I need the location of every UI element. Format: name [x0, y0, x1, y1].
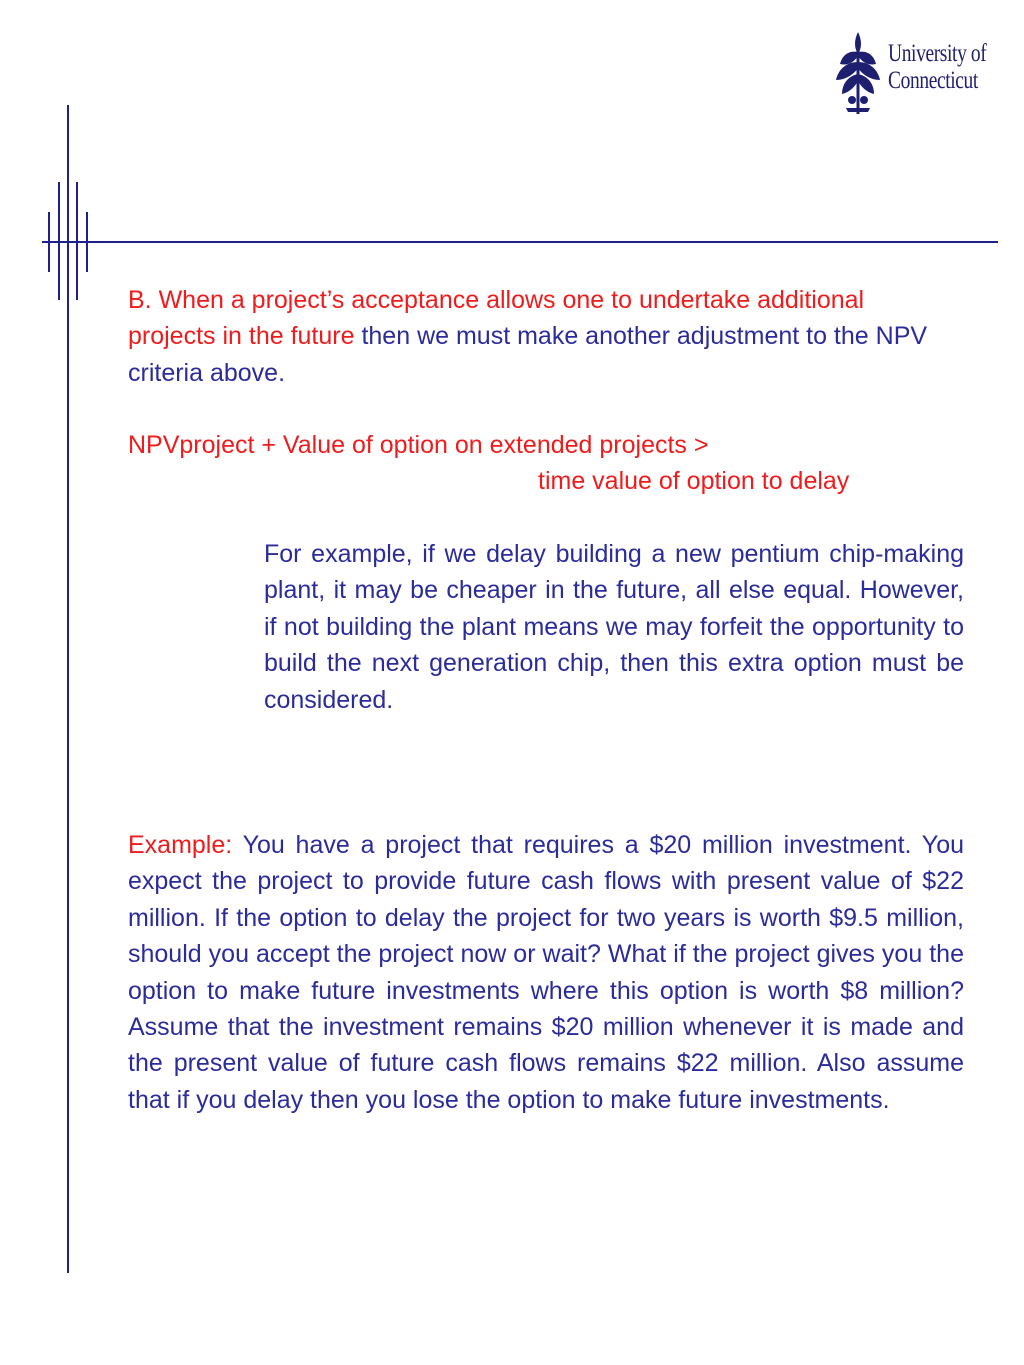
section-b-paragraph: [128, 282, 948, 391]
example-label: Example:: [128, 831, 233, 859]
logo-line-1: University of: [888, 40, 987, 67]
grid-accent-line-4: [86, 212, 88, 272]
oak-leaf-emblem-icon: [832, 28, 884, 118]
university-logo: [832, 28, 1002, 120]
npv-rule-left: NPVproject + Value of option on extended projects >: [128, 431, 709, 459]
main-vertical-rule: [67, 105, 69, 1273]
horizontal-rule: [42, 241, 998, 243]
grid-accent-line-2: [58, 182, 60, 300]
example-paragraph: [128, 827, 964, 1118]
section-b-red-text: B. When a project’s acceptance allows one to undertake additional projects in the future: [128, 286, 865, 351]
section-b-blue-text: then we must make another adjustment to the NPV criteria above.: [128, 322, 928, 387]
illustration-paragraph: For example, if we delay building a new pentium chip-making plant, it may be cheaper in the future, all else equal. However, if not building the plant means we may forfeit the opportunity to build the next generation chip, then this extra option must be considered.: [264, 540, 964, 714]
grid-accent-line-1: [48, 212, 50, 272]
npv-rule-right: time value of option to delay: [538, 467, 850, 495]
logo-line-2: Connecticut: [888, 67, 978, 94]
grid-accent-line-3: [76, 182, 78, 300]
example-text: You have a project that requires a $20 million investment. You expect the project to provide future cash flows with present value of $22 million. If the option to delay the project for two years is worth $9.5 million, should you accept the project now or wait? What if the project gives you the option to make future investments where this option is worth $8 million? Assume that the investment remains $20 million whenever it is made and the present value of future cash flows remains $22 million. Also assume that if you delay then you lose the option to make future investments.: [128, 831, 964, 1114]
logo-wordmark: [888, 40, 986, 94]
